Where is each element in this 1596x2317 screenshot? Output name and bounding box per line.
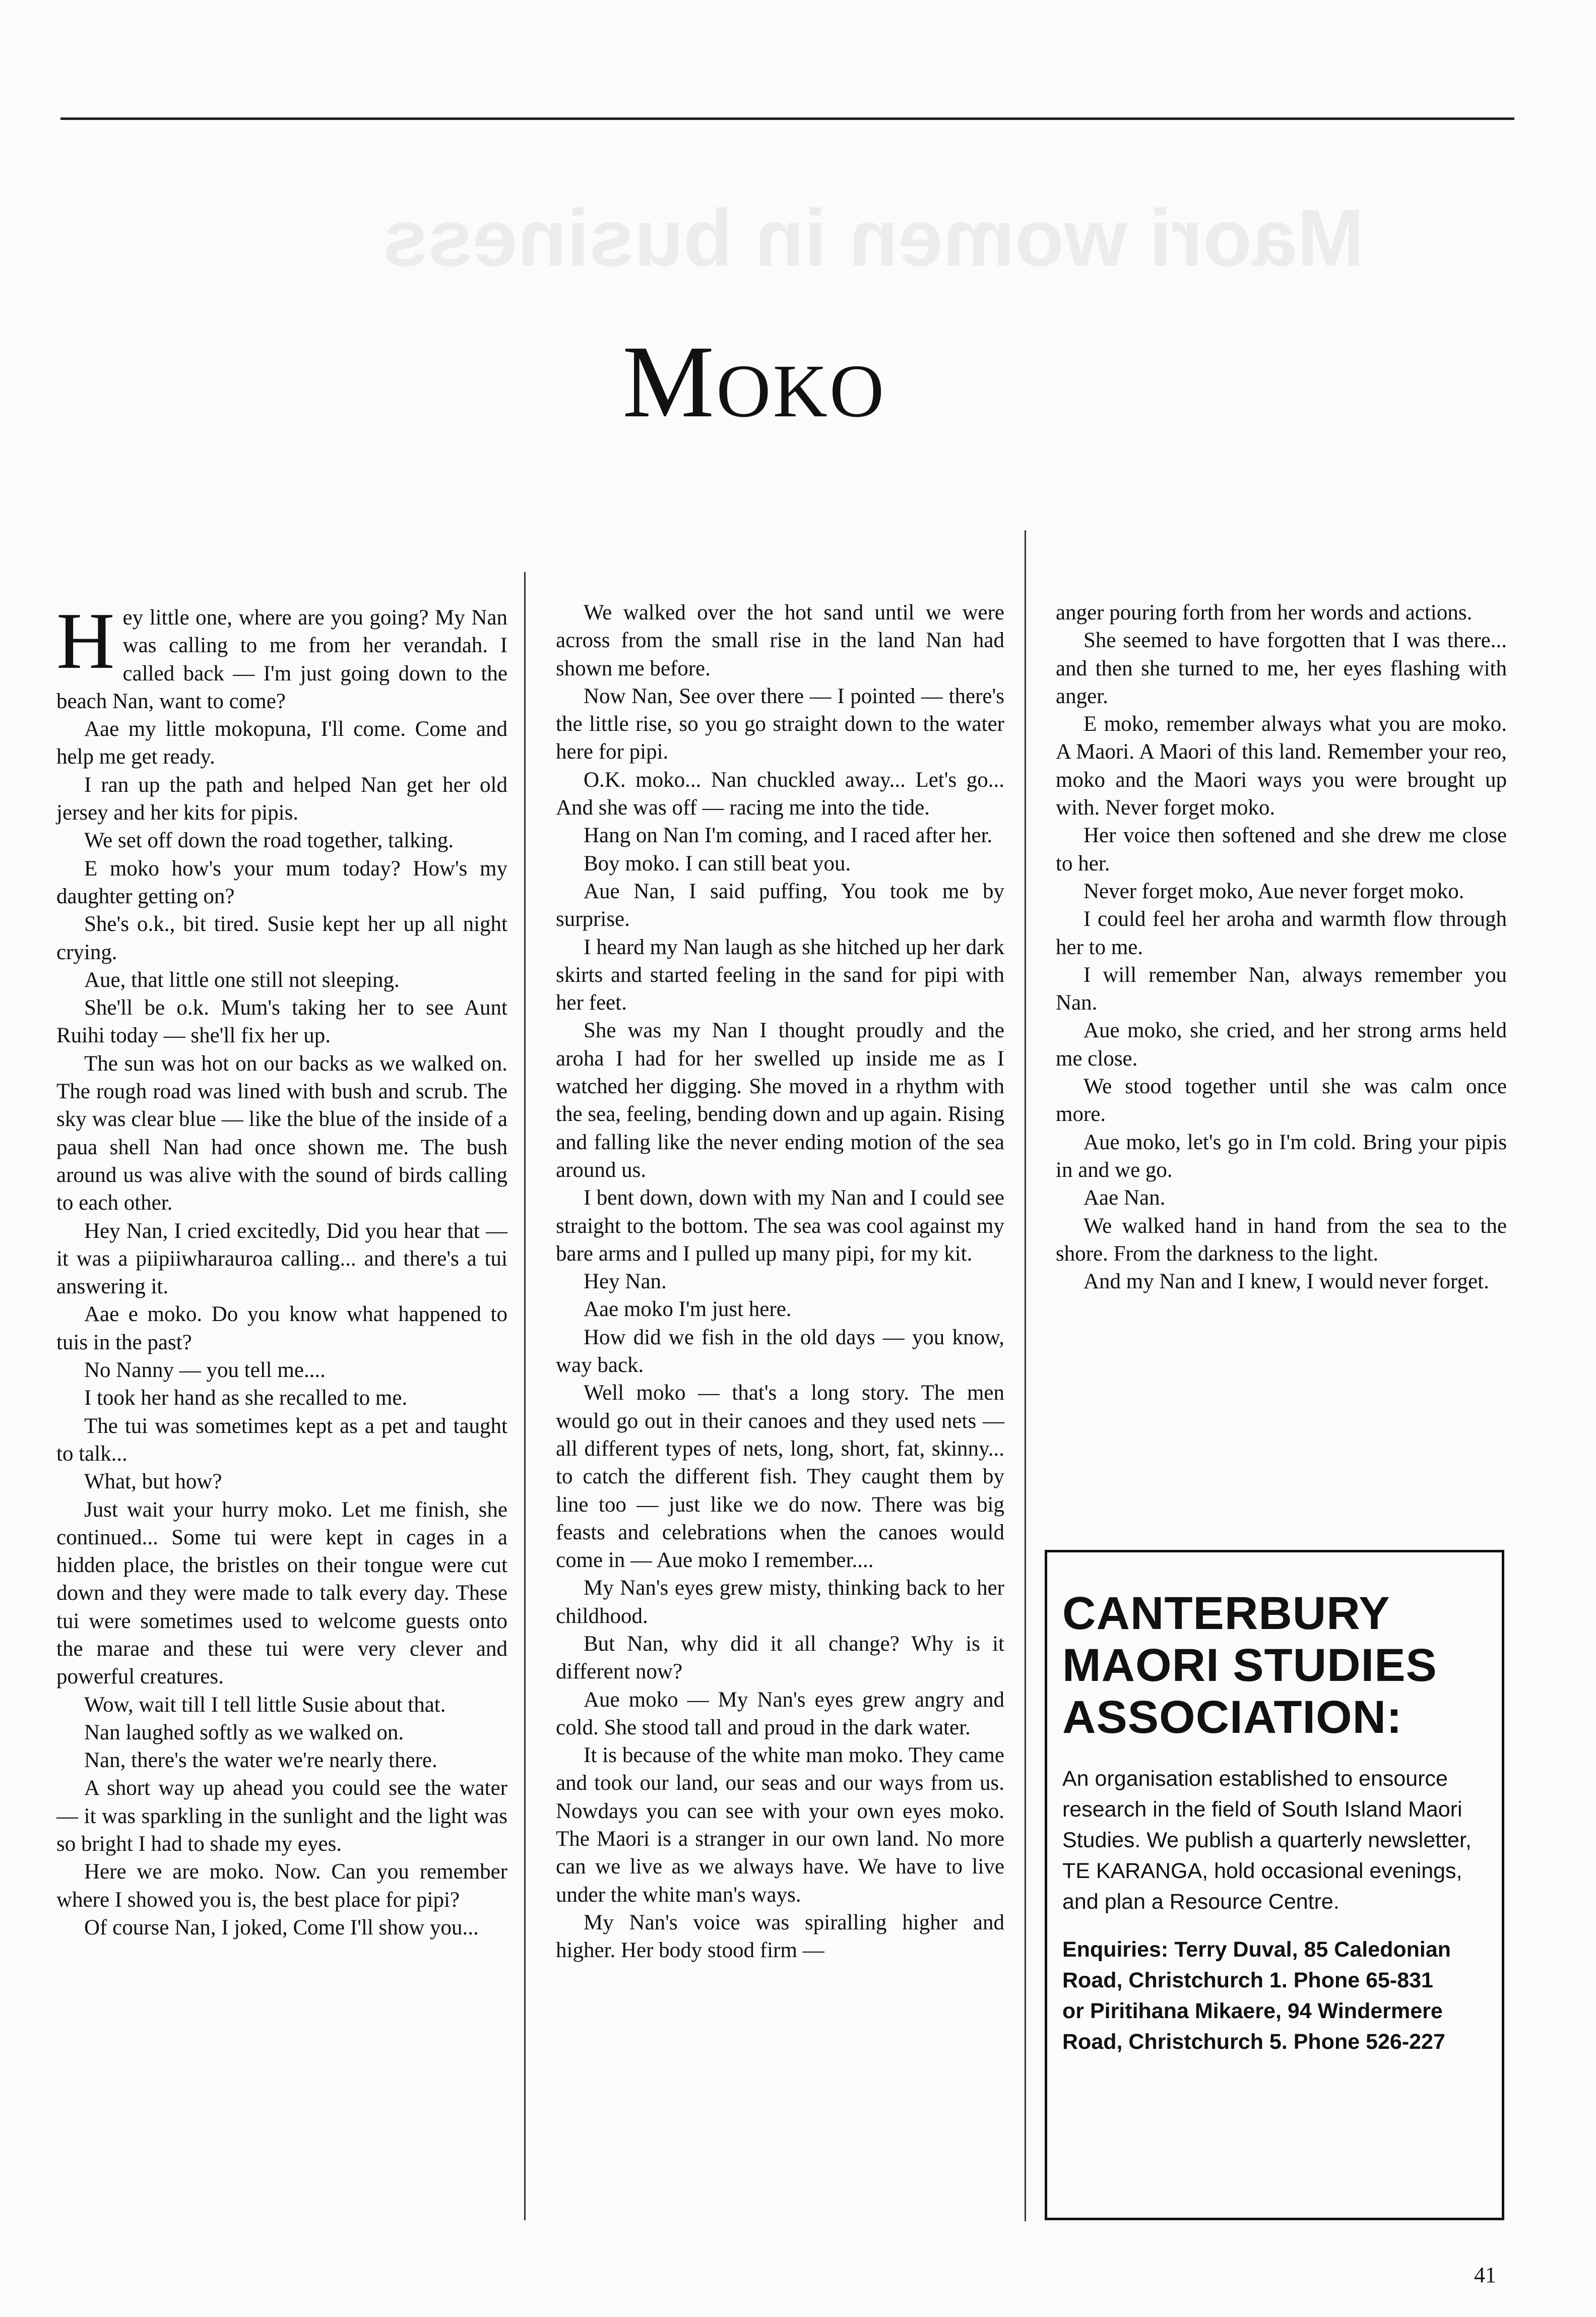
story-paragraph: Never forget moko, Aue never forget moko. (1083, 879, 1464, 903)
story-paragraph-text: ey little one, where are you going? My Nan was calling to me from her verandah. I called back — I'm just going down to the beach Nan, want to come? (56, 606, 507, 713)
story-paragraph: I heard my Nan laugh as she hitched up her dark skirts and started feeling in the sand for pipi with her feet. (556, 935, 1004, 1015)
story-paragraph (56, 596, 507, 715)
top-rule (60, 117, 1514, 120)
story-paragraph: I took her hand as she recalled to me. (84, 1386, 408, 1410)
story-paragraph: Aue Nan, I said puffing, You took me by surprise. (556, 879, 1004, 931)
story-paragraph: But Nan, why did it all change? Why is it different now? (556, 1632, 1004, 1684)
story-column-1 (56, 596, 507, 1942)
story-paragraph: Wow, wait till I tell little Susie about that. (84, 1693, 446, 1717)
advert-title-line: ASSOCIATION: (1062, 1692, 1402, 1743)
story-paragraph: anger pouring forth from her words and actions. (1056, 601, 1473, 624)
story-paragraph: The tui was sometimes kept as a pet and taught to talk... (56, 1414, 507, 1466)
story-paragraph: Nan laughed softly as we walked on. (84, 1720, 404, 1744)
story-paragraph: The sun was hot on our backs as we walked on. The rough road was lined with bush and scrub. The sky was clear blue — like the blue of the inside of a paua shell Nan had once shown me. The bush around us was alive with the sound of birds calling to each other. (56, 1051, 507, 1215)
story-paragraph: Aue moko — My Nan's eyes grew angry and cold. She stood tall and proud in the dark water. (556, 1687, 1004, 1739)
story-paragraph: I will remember Nan, always remember you Nan. (1056, 963, 1507, 1015)
association-advert (1045, 1550, 1504, 2220)
advert-title (1062, 1588, 1488, 1743)
story-column-3 (1056, 599, 1507, 1295)
story-paragraph: E moko how's your mum today? How's my daughter getting on? (56, 856, 507, 908)
story-paragraph: We set off down the road together, talking. (84, 829, 454, 853)
story-paragraph: I could feel her aroha and warmth flow through her to me. (1056, 907, 1507, 959)
story-title-rest: OKO (716, 349, 886, 433)
story-paragraph: What, but how? (84, 1470, 222, 1494)
story-paragraph: Hey Nan, I cried excitedly, Did you hear that — it was a piipiiwharauroa calling... and there's a tui answering it. (56, 1219, 507, 1299)
story-paragraph: We walked hand in hand from the sea to the shore. From the darkness to the light. (1056, 1214, 1507, 1266)
advert-description: An organisation established to ensource research in the field of South Island Maori Studies. We publish a quarterly newsletter, TE KARANGA, hold occasional evenings, and plan a Resource Centre. (1062, 1767, 1472, 1914)
advert-enquiries-secondary: or Piritihana Mikaere, 94 Windermere Road, Christchurch 5. Phone 526-227 (1062, 1999, 1445, 2054)
story-paragraph: A short way up ahead you could see the water — it was sparkling in the sunlight and the light was so bright I had to shade my eyes. (56, 1776, 507, 1856)
story-paragraph: Nan, there's the water we're nearly there. (84, 1748, 437, 1773)
story-paragraph: Just wait your hurry moko. Let me finish, she continued... Some tui were kept in cages in a hidden place, the bristles on their tongue were cut down and they were made to talk every day. These tui were sometimes used to welcome guests onto the marae and these tui were very clever and powerful creatures. (56, 1497, 507, 1689)
story-column-2 (556, 599, 1004, 1965)
advert-title-line: CANTERBURY (1062, 1588, 1390, 1639)
story-paragraph: Her voice then softened and she drew me close to her. (1056, 824, 1507, 875)
story-paragraph: Aue moko, let's go in I'm cold. Bring your pipis in and we go. (1056, 1130, 1507, 1182)
story-paragraph: She was my Nan I thought proudly and the aroha I had for her swelled up inside me as I watched her digging. She moved in a rhythm with the sea, feeling, bending down and up again. Rising and falling like the never ending motion of the sea around us. (556, 1019, 1004, 1182)
story-paragraph: E moko, remember always what you are moko. A Maori. A Maori of this land. Remember your reo, moko and the Maori ways you were brought up with. Never forget moko. (1056, 712, 1507, 820)
story-title (622, 325, 886, 439)
story-paragraph: We stood together until she was calm once more. (1056, 1075, 1507, 1126)
story-paragraph: Hang on Nan I'm coming, and I raced after her. (584, 824, 993, 848)
story-paragraph: Well moko — that's a long story. The men would go out in their canoes and they used nets — all different types of nets, long, short, fat, skinny... to catch the different fish. They caught them by line too — just like we do now. There was big feasts and celebrations when the canoes would come in — Aue moko I remember.... (556, 1381, 1004, 1573)
story-title-initial: M (622, 325, 717, 439)
story-paragraph: Of course Nan, I joked, Come I'll show you... (84, 1915, 479, 1939)
story-paragraph: Aue, that little one still not sleeping. (84, 968, 400, 992)
story-paragraph: She's o.k., bit tired. Susie kept her up all night crying. (56, 912, 507, 964)
story-paragraph: Here we are moko. Now. Can you remember where I showed you is, the best place for pipi? (56, 1860, 507, 1912)
story-paragraph: Hey Nan. (584, 1270, 667, 1294)
story-paragraph: How did we fish in the old days — you know, way back. (556, 1325, 1004, 1377)
show-through-headline: Maori women in business (383, 193, 1365, 283)
story-paragraph: No Nanny — you tell me.... (84, 1358, 326, 1383)
story-paragraph: She'll be o.k. Mum's taking her to see Aunt Ruihi today — she'll fix her up. (56, 996, 507, 1048)
story-paragraph: My Nan's eyes grew misty, thinking back to her childhood. (556, 1576, 1004, 1628)
story-paragraph: It is because of the white man moko. They came and took our land, our seas and our ways from us. Nowdays you can see with your own eyes moko. The Maori is a stranger in our own land. No more can we live as we always have. We have to live under the white man's ways. (556, 1743, 1004, 1907)
story-paragraph: O.K. moko... Nan chuckled away... Let's go... And she was off — racing me into the tide. (556, 768, 1004, 820)
story-paragraph: Aae e moko. Do you know what happened to tuis in the past? (56, 1302, 507, 1354)
column-rule-left (524, 572, 526, 2220)
page-number: 41 (1474, 2263, 1496, 2287)
drop-cap: H (56, 596, 115, 685)
story-paragraph: Now Nan, See over there — I pointed — there's the little rise, so you go straight down to the water here for pipi. (556, 684, 1004, 764)
story-paragraph: My Nan's voice was spiralling higher and higher. Her body stood firm — (556, 1910, 1004, 1963)
story-paragraph: Boy moko. I can still beat you. (584, 851, 851, 875)
advert-enquiries-primary: Enquiries: Terry Duval, 85 Caledonian Road, Christchurch 1. Phone 65-831 (1062, 1937, 1451, 1992)
story-paragraph: And my Nan and I knew, I would never forget. (1083, 1270, 1489, 1294)
story-paragraph: Aae moko I'm just here. (584, 1297, 792, 1322)
story-paragraph: I bent down, down with my Nan and I could see straight to the bottom. The sea was cool against my bare arms and I pulled up many pipi, for my kit. (556, 1186, 1004, 1266)
story-paragraph: Aue moko, she cried, and her strong arms held me close. (1056, 1019, 1507, 1071)
advert-title-line: MAORI STUDIES (1062, 1640, 1437, 1691)
story-paragraph: Aae my little mokopuna, I'll come. Come and help me get ready. (56, 717, 507, 769)
story-paragraph: We walked over the hot sand until we were across from the small rise in the land Nan had shown me before. (556, 601, 1004, 680)
story-paragraph: Aae Nan. (1083, 1186, 1166, 1210)
story-paragraph: She seemed to have forgotten that I was there... and then she turned to me, her eyes flashing with anger. (1056, 629, 1507, 708)
story-paragraph: I ran up the path and helped Nan get her old jersey and her kits for pipis. (56, 773, 507, 825)
column-rule-right (1025, 530, 1026, 2221)
